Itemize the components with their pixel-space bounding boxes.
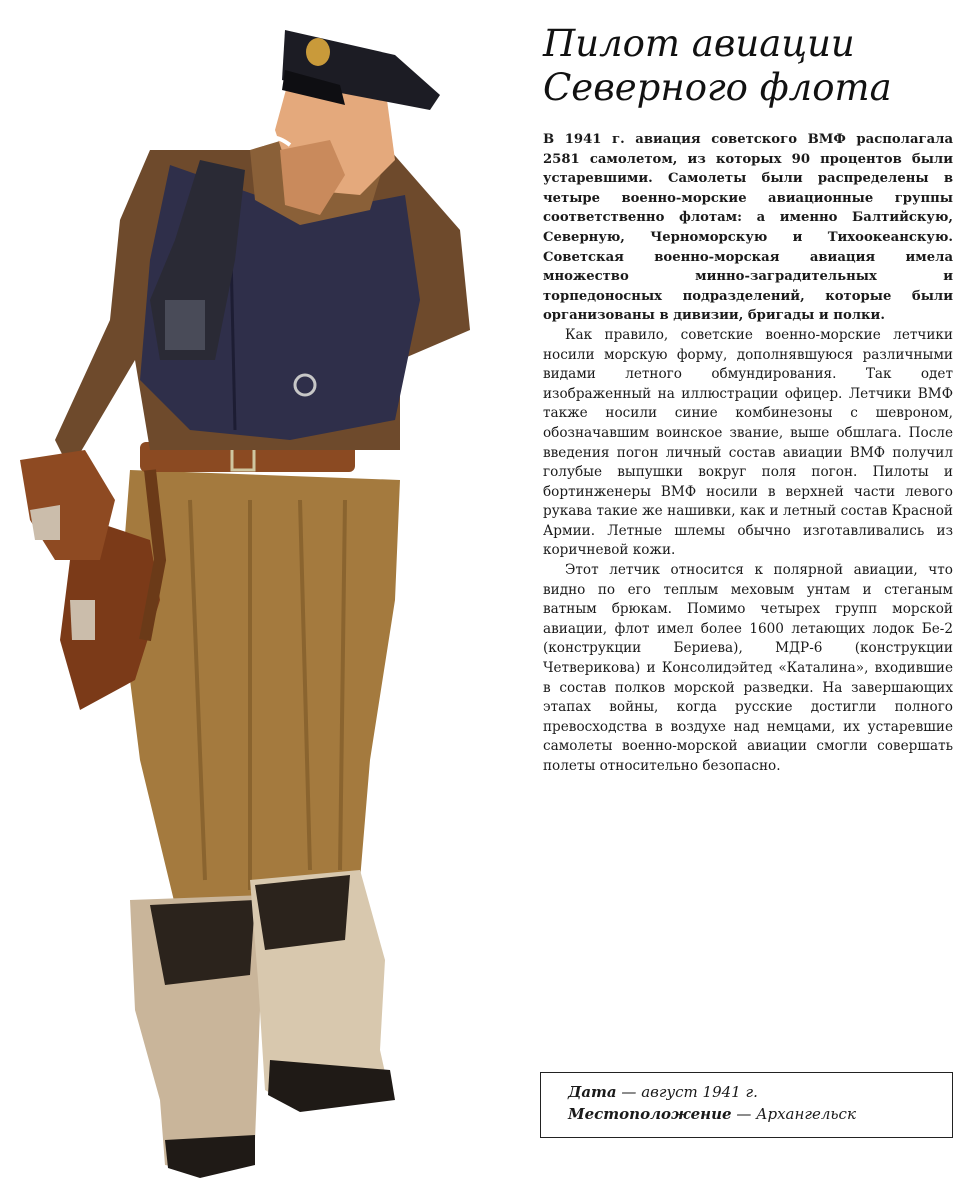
glove xyxy=(20,450,115,560)
date-dash: — xyxy=(616,1083,642,1101)
date-label: Дата xyxy=(568,1083,617,1101)
paragraph-2: Как правило, советские военно-морские летчики носили морскую форму, дополнявшуюся различными видами летного обмундирования. Так одет изображенный на иллюстрации офицер. Летчики ВМФ также носили синие комбинезоны с шевроном, обозначавшим воинское звание, выше обшлага. После введения погон личный состав авиации ВМФ получил голубые выпушки вокруг поля погон. Пилоты и бортинженеры ВМФ носили в верхней части левого рукава такие же нашивки, как и летный состав Красной Армии. Летные шлемы обычно изготавливались из коричневой кожи. xyxy=(543,326,953,559)
location-value: Архангельск xyxy=(756,1105,856,1123)
date-value: август 1941 г. xyxy=(641,1083,758,1101)
page-title xyxy=(543,22,953,110)
article-body xyxy=(543,130,953,777)
paragraph-1: В 1941 г. авиация советского ВМФ располагала 2581 самолетом, из которых 90 процентов были устаревшими. Самолеты были распределены в четыре военно-морские авиационные группы соответственно флотам: а именно Балтийскую, Северную, Черноморскую и Тихоокеанскую. Советская военно-морская авиация имела множество минно-заградительных и торпедоносных подразделений, которые были организованы в дивизии, бригады и полки. xyxy=(543,132,953,324)
info-box xyxy=(540,1072,953,1138)
title-line-2: Северного флота xyxy=(543,66,892,109)
info-location-row xyxy=(568,1103,952,1125)
location-dash: — xyxy=(731,1105,757,1123)
title-line-1: Пилот авиации xyxy=(543,22,855,65)
info-date-row xyxy=(568,1081,952,1103)
location-label: Местоположение xyxy=(568,1105,732,1123)
paragraph-3: Этот летчик относится к полярной авиации, что видно по его теплым меховым унтам и стеганым ватным брюкам. Помимо четырех групп морской авиации, флот имел более 1600 летающих лодок Бе-2 (конструкции Бериева), МДР-6 (конструкции Четверикова) и Консолидэйтед «Каталина», входившие в состав полков морской разведки. На завершающих этапах войны, когда русские достигли полного превосходства в воздухе над немцами, их устаревшие самолеты военно-морской авиации смогли совершать полеты относительно безопасно. xyxy=(543,562,953,774)
